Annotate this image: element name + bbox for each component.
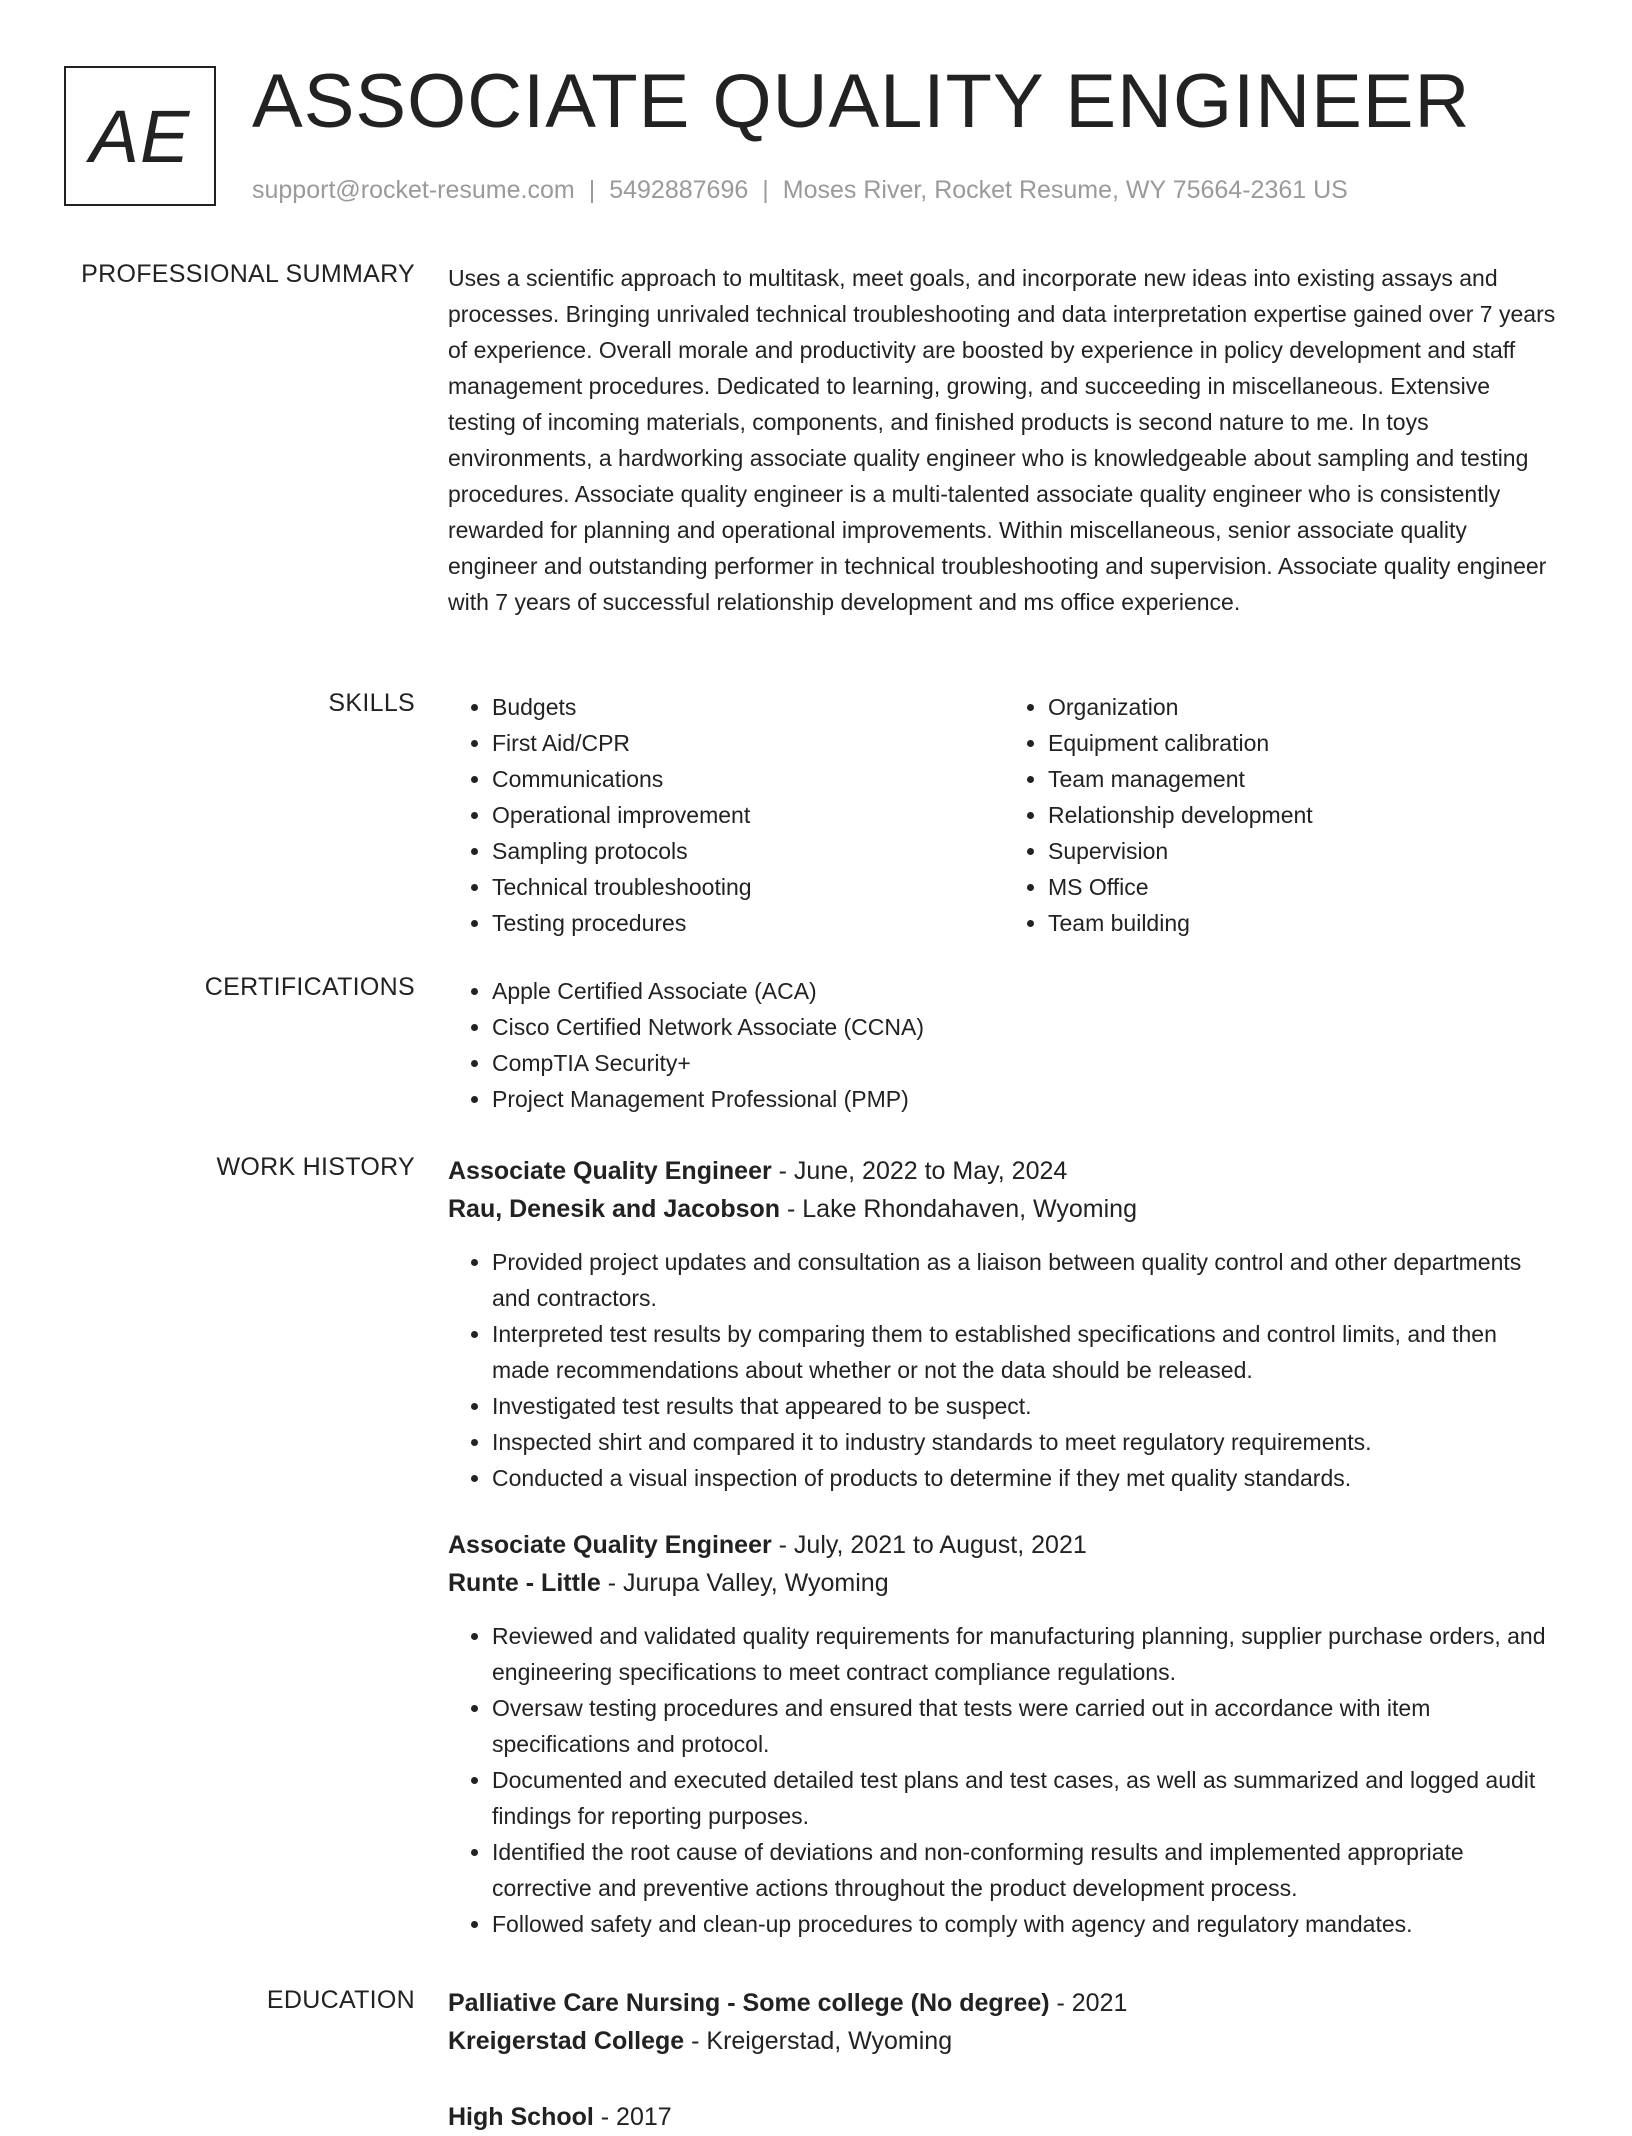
- section-label-summary: PROFESSIONAL SUMMARY: [81, 260, 415, 288]
- skill-item: • Technical troubleshooting: [492, 869, 1004, 905]
- contact-separator: |: [588, 176, 596, 204]
- education-degree-line: [448, 1984, 1560, 2022]
- job-title-line: [448, 1526, 1560, 1564]
- education-section: [448, 1984, 1560, 2136]
- contact-address: Moses River, Rocket Resume, WY 75664-2361 US: [782, 176, 1348, 204]
- summary-section: [448, 260, 1560, 620]
- job-dates: - July, 2021 to August, 2021: [771, 1531, 1087, 1559]
- section-label-certifications: CERTIFICATIONS: [204, 973, 415, 1001]
- certifications-section: [448, 973, 1560, 1117]
- certifications-list: [448, 973, 1560, 1117]
- education-year: - 2021: [1049, 1989, 1128, 2017]
- skill-item: • Team building: [1048, 905, 1560, 941]
- job-company: Runte - Little: [448, 1569, 601, 1597]
- job-bullet: • Reviewed and validated quality requirements for manufacturing planning, supplier purchase orders, and engineering specifications to meet contract compliance regulations.: [492, 1618, 1560, 1690]
- job-entry: [448, 1152, 1560, 1496]
- job-bullet: • Documented and executed detailed test plans and test cases, as well as summarized and logged audit findings for reporting purposes.: [492, 1762, 1560, 1834]
- job-location: - Lake Rhondahaven, Wyoming: [780, 1195, 1137, 1223]
- job-title: Associate Quality Engineer: [448, 1531, 772, 1559]
- work-history-section: [448, 1152, 1560, 1942]
- contact-phone: 5492887696: [609, 176, 749, 204]
- job-bullets: [448, 1244, 1560, 1496]
- education-location: - Kreigerstad, Wyoming: [684, 2027, 953, 2055]
- education-school-line: [448, 2022, 1560, 2060]
- section-label-education: EDUCATION: [266, 1986, 415, 2014]
- skill-item: • Equipment calibration: [1048, 725, 1560, 761]
- skill-item: • Sampling protocols: [492, 833, 1004, 869]
- skills-section: [448, 689, 1560, 941]
- job-company-line: [448, 1190, 1560, 1228]
- skill-item: • First Aid/CPR: [492, 725, 1004, 761]
- job-title-line: [448, 1152, 1560, 1190]
- certification-item: • Project Management Professional (PMP): [492, 1081, 1560, 1117]
- education-year: - 2017: [593, 2103, 672, 2131]
- job-dates: - June, 2022 to May, 2024: [771, 1157, 1068, 1185]
- skills-list-left: [448, 689, 1004, 941]
- job-bullets: [448, 1618, 1560, 1942]
- contact-separator: |: [762, 176, 769, 204]
- monogram-logo: AE: [64, 66, 216, 206]
- job-bullet: • Interpreted test results by comparing them to established specifications and control limits, and then made recommendations about whether or not the data should be released.: [492, 1316, 1560, 1388]
- job-title: Associate Quality Engineer: [448, 1157, 772, 1185]
- contact-email: support@rocket-resume.com: [252, 176, 575, 204]
- certification-item: • Apple Certified Associate (ACA): [492, 973, 1560, 1009]
- education-degree-line: [448, 2098, 1560, 2136]
- skills-list-right: [1004, 689, 1560, 941]
- job-entry: [448, 1526, 1560, 1942]
- job-bullet: • Oversaw testing procedures and ensured that tests were carried out in accordance with item specifications and protocol.: [492, 1690, 1560, 1762]
- skill-item: • Budgets: [492, 689, 1004, 725]
- education-degree: Palliative Care Nursing - Some college (No degree): [448, 1989, 1050, 2017]
- contact-line: [252, 176, 1348, 205]
- job-company-line: [448, 1564, 1560, 1602]
- skill-item: • Organization: [1048, 689, 1560, 725]
- skill-item: • Team management: [1048, 761, 1560, 797]
- education-school: Kreigerstad College: [448, 2027, 685, 2055]
- education-degree: High School: [448, 2103, 594, 2131]
- skill-item: • Operational improvement: [492, 797, 1004, 833]
- skill-item: • Communications: [492, 761, 1004, 797]
- page-title: ASSOCIATE QUALITY ENGINEER: [252, 59, 1471, 144]
- job-company: Rau, Denesik and Jacobson: [448, 1195, 781, 1223]
- skill-item: • Supervision: [1048, 833, 1560, 869]
- job-bullet: • Identified the root cause of deviations and non-conforming results and implemented appropriate corrective and preventive actions throughout the product development process.: [492, 1834, 1560, 1906]
- summary-text: Uses a scientific approach to multitask, meet goals, and incorporate new ideas into existing assays and processes. Bringing unrivaled technical troubleshooting and data interpretation expertise gained over 7 years of experience. Overall morale and productivity are boosted by experience in policy development and staff management procedures. Dedicated to learning, growing, and succeeding in miscellaneous. Extensive testing of incoming materials, components, and finished products is second nature to me. In toys environments, a hardworking associate quality engineer who is knowledgeable about sampling and testing procedures. Associate quality engineer is a multi-talented associate quality engineer who is consistently rewarded for planning and operational improvements. Within miscellaneous, senior associate quality engineer and outstanding performer in technical troubleshooting and supervision. Associate quality engineer with 7 years of successful relationship development and ms office experience.: [448, 265, 1556, 615]
- certification-item: • CompTIA Security+: [492, 1045, 1560, 1081]
- job-location: - Jurupa Valley, Wyoming: [600, 1569, 889, 1597]
- job-bullet: • Followed safety and clean-up procedures to comply with agency and regulatory mandates.: [492, 1906, 1560, 1942]
- job-bullet: • Conducted a visual inspection of products to determine if they met quality standards.: [492, 1460, 1560, 1496]
- job-bullet: • Provided project updates and consultation as a liaison between quality control and other departments and contractors.: [492, 1244, 1560, 1316]
- section-label-skills: SKILLS: [328, 689, 415, 717]
- job-bullet: • Inspected shirt and compared it to industry standards to meet regulatory requirements.: [492, 1424, 1560, 1460]
- certification-item: • Cisco Certified Network Associate (CCNA): [492, 1009, 1560, 1045]
- skill-item: • MS Office: [1048, 869, 1560, 905]
- skill-item: • Relationship development: [1048, 797, 1560, 833]
- job-bullet: • Investigated test results that appeared to be suspect.: [492, 1388, 1560, 1424]
- skill-item: • Testing procedures: [492, 905, 1004, 941]
- section-label-work-history: WORK HISTORY: [216, 1153, 415, 1181]
